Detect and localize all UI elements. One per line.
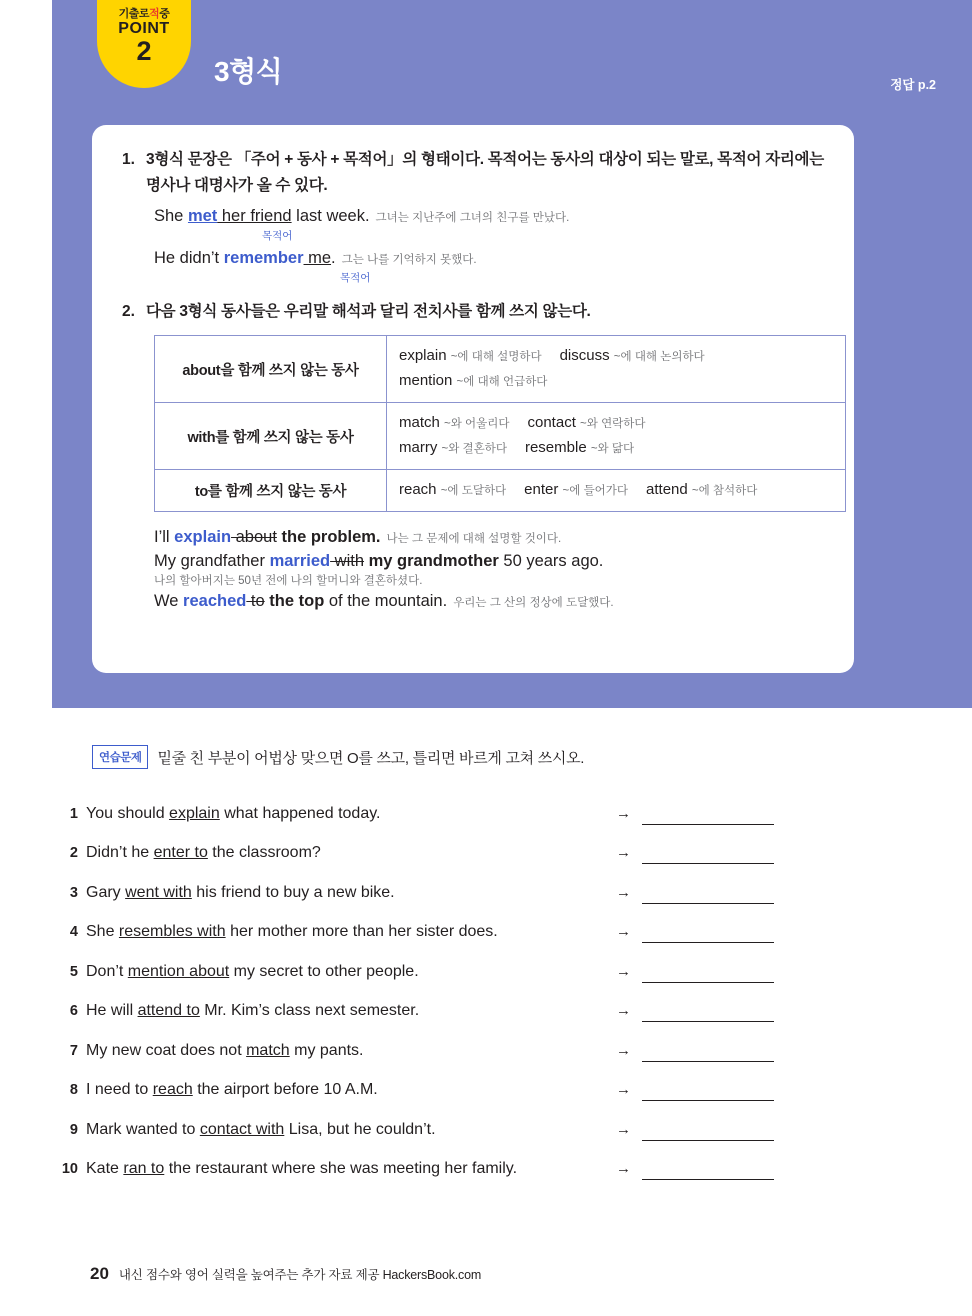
arrow-icon: → — [616, 1120, 631, 1138]
practice-section — [52, 745, 972, 1180]
example-sentence: My grandfather married with my grandmother 50 years ago. — [154, 552, 604, 570]
banner-header — [52, 0, 972, 110]
verb-list — [387, 403, 846, 470]
page-footer — [52, 1264, 481, 1284]
verb-row: match ~와 어울리다 contact ~와 연락하다 — [399, 414, 646, 431]
verb-list — [387, 336, 846, 403]
rule-number: 1. — [122, 151, 135, 168]
question-number: 1 — [69, 805, 78, 822]
verb-list — [387, 470, 846, 512]
arrow-icon: → — [616, 883, 631, 901]
arrow-icon: → — [616, 844, 631, 861]
rule-text: 3형식 문장은 「주어 + 동사 + 목적어」의 형태이다. 목적어는 동사의 대상이 되는 말로, 목적어 자리에는 명사나 대명사가 올 수 있다. — [146, 151, 824, 194]
verb-category: with를 함께 쓰지 않는 동사 — [155, 403, 387, 470]
question-number: 3 — [69, 884, 78, 901]
answer-input[interactable] — [642, 1081, 774, 1101]
rule-item — [118, 147, 828, 199]
arrow-icon: → — [616, 1041, 631, 1059]
table-row — [155, 403, 846, 470]
answer-input[interactable] — [642, 1121, 774, 1141]
answer-input[interactable] — [642, 963, 774, 983]
list-item — [52, 825, 972, 865]
verb-category: about을 함께 쓰지 않는 동사 — [155, 336, 387, 403]
answer-input[interactable] — [642, 844, 774, 864]
page-title: 3형식 — [214, 56, 283, 87]
practice-badge: 연습문제 — [92, 745, 148, 769]
answer-input[interactable] — [642, 1002, 774, 1022]
list-item — [52, 983, 972, 1023]
question-text: She resembles with her mother more than her sister does. — [86, 923, 498, 940]
page-number: 20 — [90, 1264, 109, 1283]
arrow-icon: → — [616, 962, 631, 980]
verb-row: marry ~와 결혼하다 resemble ~와 닮다 — [399, 439, 635, 456]
verb-category: to를 함께 쓰지 않는 동사 — [155, 470, 387, 512]
question-text: My new coat does not match my pants. — [86, 1041, 364, 1059]
question-text: Didn’t he enter to the classroom? — [86, 844, 321, 861]
verb-row: mention ~에 대해 언급하다 — [399, 372, 548, 389]
question-number: 4 — [69, 924, 78, 940]
question-number: 7 — [69, 1042, 78, 1059]
rule-text: 다음 3형식 동사들은 우리말 해석과 달리 전치사를 함께 쓰지 않는다. — [146, 303, 591, 320]
example-sentence: We reached to the top of the mountain. 우리는 그 산의 정상에 도달했다. — [154, 592, 614, 610]
example-translation: 우리는 그 산의 정상에 도달했다. — [453, 597, 614, 609]
question-number: 8 — [69, 1082, 78, 1098]
example-sentence: She met her friend last week. 그녀는 지난주에 그녀의 친구를 만났다. — [154, 207, 570, 225]
object-tag: 목적어 — [262, 230, 293, 242]
list-item — [52, 943, 972, 983]
table-row — [155, 336, 846, 403]
rule-number: 2. — [122, 303, 135, 320]
answer-input[interactable] — [642, 805, 774, 825]
practice-instruction: 밑줄 친 부분이 어법상 맞으면 O를 쓰고, 틀리면 바르게 고쳐 쓰시오. — [157, 749, 585, 767]
question-number: 5 — [69, 963, 78, 980]
question-text: He will attend to Mr. Kim’s class next semester. — [86, 1002, 420, 1019]
verb-row: explain ~에 대해 설명하다 discuss ~에 대해 논의하다 — [399, 347, 705, 364]
arrow-icon: → — [616, 1002, 631, 1019]
list-item — [52, 864, 972, 904]
question-text: I need to reach the airport before 10 A.M. — [86, 1081, 378, 1098]
arrow-icon: → — [616, 923, 631, 940]
example-sentence: He didn’t remember me. 그는 나를 기억하지 못했다. — [154, 249, 477, 267]
example-translation: 그는 나를 기억하지 못했다. — [341, 254, 477, 266]
list-item — [52, 1101, 972, 1141]
example-translation: 나의 할아버지는 50년 전에 나의 할머니와 결혼하셨다. — [154, 575, 423, 587]
answer-input[interactable] — [642, 923, 774, 943]
answer-input[interactable] — [642, 1160, 774, 1180]
question-list — [52, 785, 972, 1180]
example-translation: 나는 그 문제에 대해 설명할 것이다. — [386, 533, 562, 545]
footer-text: 내신 점수와 영어 실력을 높여주는 추가 자료 제공 HackersBook.com — [118, 1268, 482, 1282]
question-text: You should explain what happened today. — [86, 804, 381, 822]
verb-row: reach ~에 도달하다 enter ~에 들어가다 attend ~에 참석하다 — [399, 481, 758, 498]
answer-input[interactable] — [642, 1042, 774, 1062]
list-item — [52, 1141, 972, 1181]
point-badge — [97, 0, 191, 88]
question-text: Mark wanted to contact with Lisa, but he couldn’t. — [86, 1120, 436, 1138]
example-sentence: I’ll explain about the problem. 나는 그 문제에 대해 설명할 것이다. — [154, 528, 562, 546]
arrow-icon: → — [616, 804, 631, 822]
badge-point-label: POINT — [118, 20, 170, 37]
explanation-card — [92, 125, 854, 673]
question-text: Don’t mention about my secret to other people. — [86, 962, 419, 980]
question-number: 6 — [69, 1003, 78, 1019]
verb-table — [154, 335, 846, 512]
object-tag: 목적어 — [340, 272, 371, 284]
badge-top-label: 기출로적중 — [118, 8, 170, 20]
question-number: 9 — [69, 1121, 78, 1138]
point-banner — [52, 0, 972, 708]
examples-top — [154, 205, 828, 285]
answer-reference: 정답 p.2 — [890, 78, 936, 92]
list-item — [52, 1022, 972, 1062]
question-text: Kate ran to the restaurant where she was meeting her family. — [86, 1160, 518, 1177]
example-translation: 그녀는 지난주에 그녀의 친구를 만났다. — [375, 212, 570, 224]
table-row — [155, 470, 846, 512]
rule-item — [118, 299, 828, 325]
question-number: 2 — [69, 845, 78, 861]
badge-number: 2 — [136, 36, 152, 66]
examples-bottom — [154, 526, 828, 614]
question-text: Gary went with his friend to buy a new bike. — [86, 883, 395, 901]
list-item — [52, 785, 972, 825]
practice-header — [92, 745, 972, 769]
arrow-icon: → — [616, 1160, 631, 1177]
answer-input[interactable] — [642, 884, 774, 904]
list-item — [52, 904, 972, 944]
arrow-icon: → — [616, 1081, 631, 1098]
question-number: 10 — [61, 1161, 78, 1177]
list-item — [52, 1062, 972, 1102]
